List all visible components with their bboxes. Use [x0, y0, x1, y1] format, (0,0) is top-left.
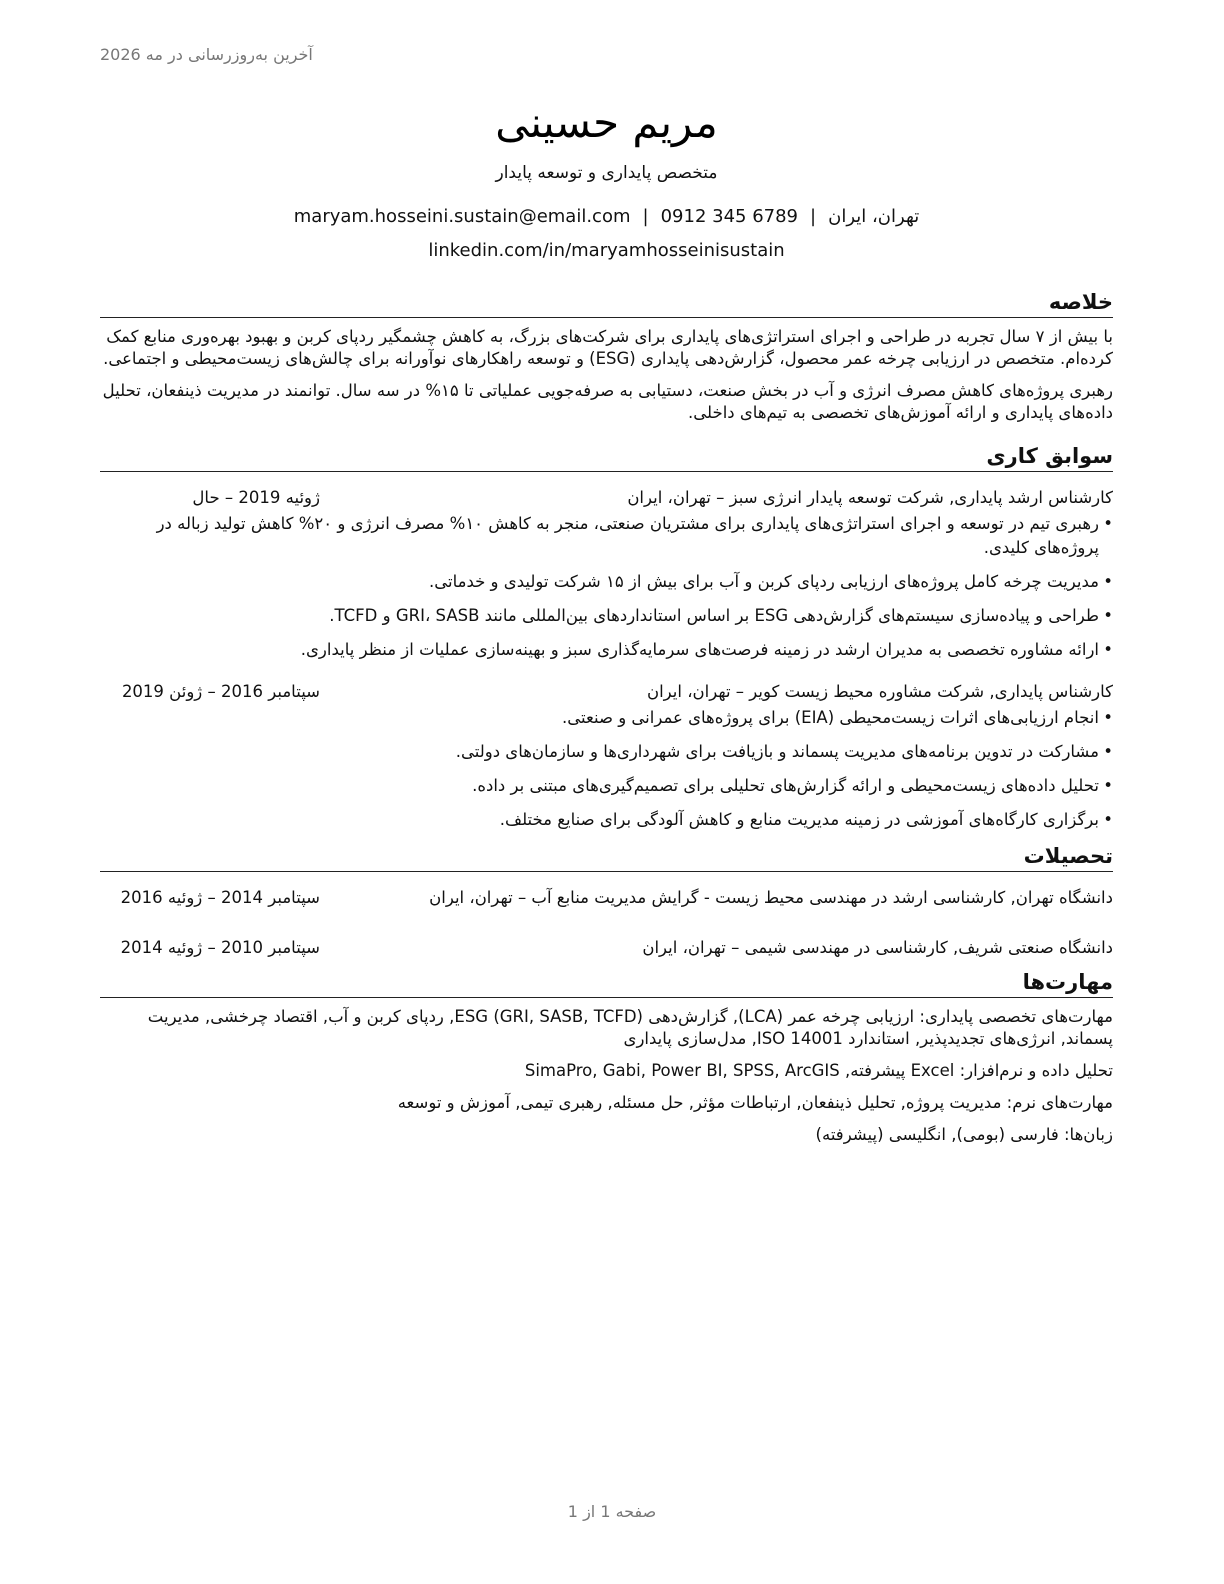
- job-entry: [100, 486, 1113, 662]
- education-dates: سپتامبر 2014 – ژوئیه 2016: [120, 888, 320, 907]
- skills-line: تحلیل داده و نرم‌افزار: Excel پیشرفته, SimaPro, Gabi, Power BI, SPSS, ArcGIS: [524, 1061, 1113, 1080]
- education-degree: دانشگاه تهران, کارشناسی ارشد در مهندسی محیط زیست - گرایش مدیریت منابع آب – تهران، ایران: [429, 888, 1113, 907]
- job-bullet: • طراحی و پیاده‌سازی سیستم‌های گزارش‌دهی ESG بر اساس استانداردهای بین‌المللی مانند GRI، SASB و TCFD.: [100, 604, 1113, 628]
- skills-list: [100, 1006, 1113, 1146]
- contact-separator: |: [810, 206, 817, 227]
- education-entry: [100, 936, 1113, 960]
- resume-page: [100, 94, 1113, 1146]
- job-bullet: • ارائه مشاوره تخصصی به مدیران ارشد در زمینه فرصت‌های سرمایه‌گذاری سبز و بهینه‌سازی عملیات از منظر پایداری.: [100, 638, 1113, 662]
- job-bullet: • مشارکت در تدوین برنامه‌های مدیریت پسماند و بازیافت برای شهرداری‌ها و سازمان‌های دولتی.: [100, 740, 1113, 764]
- last-updated-note: آخرین به‌روزرسانی در مه 2026: [100, 45, 313, 64]
- job-bullets: [100, 706, 1113, 832]
- linkedin-link[interactable]: linkedin.com/in/maryamhosseinisustain: [428, 240, 785, 261]
- location-text: تهران، ایران: [828, 206, 920, 227]
- section-title-skills: مهارت‌ها: [100, 968, 1113, 998]
- job-bullets: [100, 512, 1113, 662]
- skills-line: مهارت‌های تخصصی پایداری: ارزیابی چرخه عمر (LCA), گزارش‌دهی ESG (GRI, SASB, TCFD), ردپای کربن و آب, اقتصاد چرخشی, مدیریت پسماند, انرژی‌های تجدیدپذیر, استاندارد ISO 14001, مدل‌سازی پایداری: [147, 1007, 1113, 1048]
- job-bullet: • مدیریت چرخه کامل پروژه‌های ارزیابی ردپای کربن و آب برای بیش از ۱۵ شرکت تولیدی و خدماتی.: [100, 570, 1113, 594]
- job-bullet: • تحلیل داده‌های زیست‌محیطی و ارائه گزارش‌های تحلیلی برای تصمیم‌گیری‌های مبتنی بر داده.: [100, 774, 1113, 798]
- contact-line: [100, 204, 1113, 230]
- page-number: صفحه 1 از 1: [567, 1502, 657, 1521]
- candidate-name: مریم حسینی: [495, 98, 718, 147]
- job-dates: ژوئیه 2019 – حال: [192, 488, 320, 507]
- section-title-education: تحصیلات: [100, 842, 1113, 872]
- job-bullet: • برگزاری کارگاه‌های آموزشی در زمینه مدیریت منابع و کاهش آلودگی برای صنایع مختلف.: [100, 808, 1113, 832]
- summary-paragraph: با بیش از ۷ سال تجربه در طراحی و اجرای استراتژی‌های پایداری برای شرکت‌های بزرگ، به کاهش چشمگیر ردپای کربن و بهبود بهره‌وری منابع کمک کرده‌ام. متخصص در ارزیابی چرخه عمر محصول، گزارش‌دهی پایداری (ESG) و توسعه راهکارهای نوآورانه برای چالش‌های زیست‌محیطی و اجتماعی.: [103, 327, 1113, 368]
- education-entry: [100, 886, 1113, 910]
- job-dates: سپتامبر 2016 – ژوئن 2019: [121, 682, 320, 701]
- job-title: کارشناس پایداری, شرکت مشاوره محیط زیست کویر – تهران، ایران: [646, 682, 1113, 701]
- job-entry: [100, 680, 1113, 832]
- education-degree: دانشگاه صنعتی شریف, کارشناسی در مهندسی شیمی – تهران، ایران: [642, 938, 1113, 957]
- skills-line: زبان‌ها: فارسی (بومی), انگلیسی (پیشرفته): [815, 1125, 1113, 1144]
- education-dates: سپتامبر 2010 – ژوئیه 2014: [120, 938, 320, 957]
- summary-paragraph: رهبری پروژه‌های کاهش مصرف انرژی و آب در بخش صنعت، دستیابی به صرفه‌جویی عملیاتی تا ۱۵% در سه سال. توانمند در مدیریت ذینفعان، تحلیل داده‌های پایداری و ارائه آموزش‌های تخصصی به تیم‌های داخلی.: [102, 381, 1113, 422]
- job-bullet: • رهبری تیم در توسعه و اجرای استراتژی‌های پایداری برای مشتریان صنعتی، منجر به کاهش ۱۰% مصرف انرژی و ۲۰% کاهش تولید زباله در پروژه‌های کلیدی.: [100, 512, 1113, 560]
- candidate-tagline: متخصص پایداری و توسعه پایدار: [495, 163, 718, 183]
- contact-separator: |: [642, 206, 649, 227]
- job-title: کارشناس ارشد پایداری, شرکت توسعه پایدار انرژی سبز – تهران، ایران: [627, 488, 1113, 507]
- section-title-experience: سوابق کاری: [100, 442, 1113, 472]
- job-bullet: • انجام ارزیابی‌های اثرات زیست‌محیطی (EIA) برای پروژه‌های عمرانی و صنعتی.: [100, 706, 1113, 730]
- email-link[interactable]: maryam.hosseini.sustain@email.com: [293, 206, 631, 227]
- skills-line: مهارت‌های نرم: مدیریت پروژه, تحلیل ذینفعان, ارتباطات مؤثر, حل مسئله, رهبری تیمی, آموزش و توسعه: [397, 1093, 1113, 1112]
- phone-number: 0912 345 6789: [660, 206, 799, 227]
- section-title-summary: خلاصه: [100, 288, 1113, 318]
